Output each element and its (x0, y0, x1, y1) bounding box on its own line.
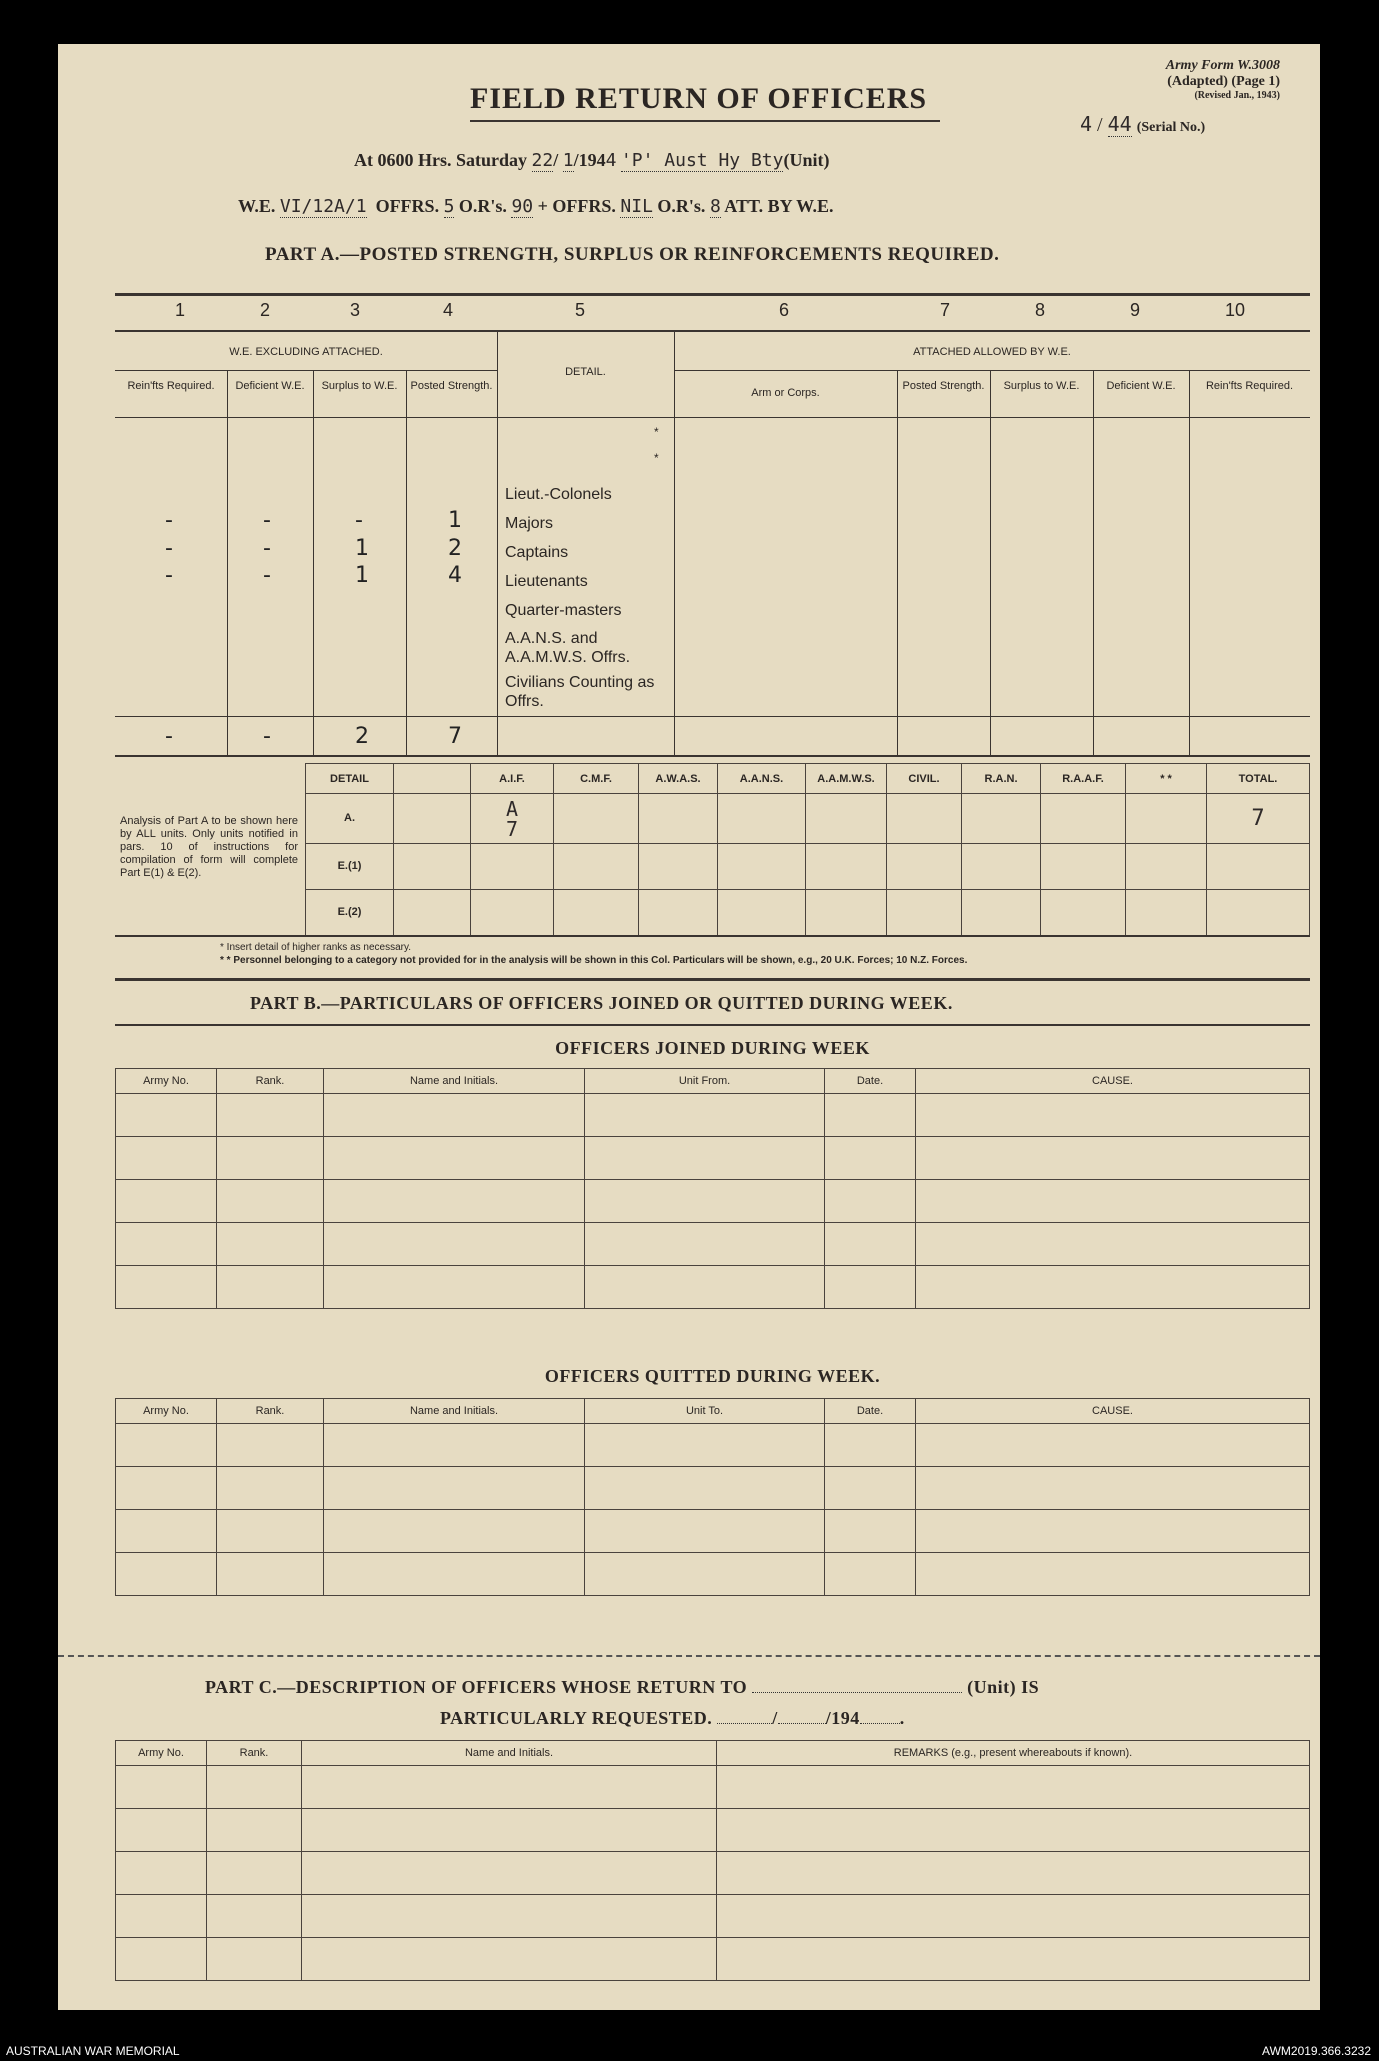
year-tail: /194 (825, 1708, 860, 1728)
offrs2-label: OFFRS. (552, 196, 616, 216)
day-blank[interactable] (717, 1723, 772, 1724)
unit-label: (Unit) (783, 150, 830, 170)
col-num-3: 3 (350, 300, 361, 320)
ors-label: O.R's. (458, 196, 507, 216)
table-row (116, 1510, 1310, 1553)
analysis-header: A.A.N.S. (718, 764, 806, 794)
title-underline (470, 120, 940, 122)
col-header: Army No. (116, 1741, 207, 1766)
col-header: Rank. (217, 1399, 324, 1424)
analysis-header: A.W.A.S. (639, 764, 718, 794)
col-header: CAUSE. (916, 1069, 1310, 1094)
col-header: Unit From. (585, 1069, 825, 1094)
table-row (116, 1266, 1310, 1309)
footnote-2: * * Personnel belonging to a category not provided for in the analysis will be shown in this Col. Particulars will be shown, e.g., 20 U.K. Forces; 10 N.Z. Forces. (220, 955, 968, 966)
serial-a: 4 (1080, 112, 1093, 136)
table-row (116, 1938, 1310, 1981)
footer-left: AUSTRALIAN WAR MEMORIAL (6, 2044, 180, 2058)
offrs-value: 5 (443, 196, 455, 217)
analysis-table (305, 763, 1310, 936)
aif-mark: A (505, 796, 519, 821)
form-adapted: (Adapted) (Page 1) (1167, 74, 1280, 89)
value: - (263, 536, 271, 561)
col-header: Name and Initials. (302, 1741, 717, 1766)
we-label: W.E. (238, 196, 276, 216)
aif-value: 7 (505, 816, 519, 841)
part-c-heading-1 (205, 1677, 1039, 1698)
divider (406, 370, 407, 756)
divider (115, 370, 497, 371)
form-identifier (1070, 58, 1280, 101)
attached-label: ATTACHED ALLOWED BY W.E. (913, 346, 1071, 358)
col-header: Date. (825, 1069, 916, 1094)
col-num-8: 8 (1035, 300, 1046, 320)
serial-b: 44 (1107, 112, 1132, 136)
col-surplus: Surplus to W.E. (321, 380, 398, 392)
offrs2-value: NIL (620, 196, 653, 217)
divider (674, 370, 1310, 371)
analysis-row-label: A. (306, 794, 394, 844)
footnote-1: * Insert detail of higher ranks as necessary. (220, 942, 412, 953)
part-c-heading-end: (Unit) IS (967, 1677, 1040, 1697)
value: - (165, 724, 173, 749)
quitted-heading: OFFICERS QUITTED DURING WEEK. (544, 1366, 881, 1386)
value: - (355, 508, 363, 533)
divider (115, 417, 1310, 418)
col-surplus-att: Surplus to W.E. (1003, 380, 1080, 392)
serial-sep: / (1097, 114, 1103, 136)
value: 1 (355, 563, 369, 588)
detail-label: DETAIL. (565, 366, 606, 378)
date-year-prefix: /194 (573, 150, 606, 170)
total-value: 7 (1207, 794, 1310, 844)
col-header: CAUSE. (916, 1399, 1310, 1424)
analysis-header: TOTAL. (1207, 764, 1310, 794)
col-reinfts-att: Rein'fts Required. (1205, 380, 1294, 392)
plus-sign: + (537, 196, 548, 216)
part-c-heading-2: PARTICULARLY REQUESTED. / /194 . (440, 1708, 905, 1728)
value: - (263, 724, 271, 749)
part-a-top-rule (115, 293, 1310, 296)
value: - (263, 563, 271, 588)
ors2-label: O.R's. (657, 196, 706, 216)
star-mark: * (654, 425, 659, 439)
rank-lieutenant: Lieutenants (505, 573, 588, 590)
col-deficient-att: Deficient W.E. (1106, 380, 1176, 392)
rank-ltcol: Lieut.-Colonels (505, 486, 612, 503)
page-title: FIELD RETURN OF OFFICERS (470, 82, 928, 115)
part-a-rule-2 (115, 330, 1310, 332)
quitted-table (115, 1398, 1310, 1596)
col-header: Name and Initials. (324, 1069, 585, 1094)
date-day: 22 (531, 150, 554, 171)
footer-right: AWM2019.366.3232 (1262, 2044, 1371, 2058)
table-row (116, 1895, 1310, 1938)
joined-table (115, 1068, 1310, 1309)
table-row (116, 1766, 1310, 1809)
value: - (165, 536, 173, 561)
serial-number (1080, 112, 1205, 137)
divider (897, 370, 898, 756)
col-header: REMARKS (e.g., present whereabouts if known). (717, 1741, 1310, 1766)
date-year-digit: 4 (605, 150, 617, 171)
table-row (116, 1809, 1310, 1852)
unit-name: 'P' Aust Hy Bty (620, 150, 784, 171)
col-deficient: Deficient W.E. (235, 380, 305, 392)
col-header: Army No. (116, 1069, 217, 1094)
serial-label: (Serial No.) (1136, 120, 1206, 135)
value: - (165, 563, 173, 588)
analysis-header: A.A.M.W.S. (806, 764, 887, 794)
rank-qm: Quarter-masters (505, 602, 622, 619)
value: 1 (355, 536, 369, 561)
col-num-1: 1 (175, 300, 186, 320)
column-number-row (115, 300, 1310, 330)
rank-civilians: Civilians Counting as Offrs. (505, 674, 655, 710)
value: 4 (448, 563, 462, 588)
analysis-header: * * (1126, 764, 1207, 794)
col-num-10: 10 (1225, 300, 1246, 320)
date-line: At 0600 Hrs. Saturday 22/ 1/1944 'P' Aust Hy Bty(Unit) (354, 150, 830, 171)
year-blank[interactable] (860, 1723, 900, 1724)
rank-captain: Captains (505, 544, 569, 561)
rank-major: Majors (505, 515, 554, 532)
table-row (116, 1424, 1310, 1467)
analysis-header (394, 764, 471, 794)
analysis-row-label: E.(1) (306, 844, 394, 890)
analysis-header: CIVIL. (887, 764, 962, 794)
aif-cell (471, 794, 554, 844)
value: - (165, 508, 173, 533)
value: 1 (448, 508, 462, 533)
col-posted-att: Posted Strength. (902, 380, 985, 392)
we-line (238, 196, 834, 217)
col-num-5: 5 (575, 300, 586, 320)
form-number: Army Form W.3008 (1165, 58, 1280, 73)
month-blank[interactable] (778, 1723, 826, 1724)
col-num-7: 7 (940, 300, 951, 320)
star-mark: * (654, 451, 659, 465)
divider (115, 716, 1310, 717)
divider (227, 370, 228, 756)
col-header: Rank. (207, 1741, 302, 1766)
divider (990, 370, 991, 756)
col-num-4: 4 (443, 300, 454, 320)
divider (115, 978, 1310, 981)
table-row (116, 1094, 1310, 1137)
unit-blank[interactable] (752, 1692, 962, 1693)
part-c-heading-text: PART C.—DESCRIPTION OF OFFICERS WHOSE RETURN TO (205, 1677, 748, 1697)
analysis-header: R.A.N. (962, 764, 1041, 794)
table-row (116, 1553, 1310, 1596)
ors-value: 90 (511, 196, 534, 217)
divider (1189, 370, 1190, 756)
joined-heading: OFFICERS JOINED DURING WEEK (555, 1038, 870, 1058)
form-revised: (Revised Jan., 1943) (1194, 90, 1280, 101)
analysis-header: DETAIL (306, 764, 394, 794)
date-month: 1 (562, 150, 574, 171)
att-label: ATT. BY W.E. (724, 196, 834, 216)
table-row (116, 1467, 1310, 1510)
part-c-table (115, 1740, 1310, 1981)
perforation-line (58, 1655, 1320, 1657)
date-prefix: At 0600 Hrs. Saturday (354, 150, 528, 170)
analysis-header: C.M.F. (554, 764, 639, 794)
divider (1093, 370, 1094, 756)
table-row (116, 1137, 1310, 1180)
part-b-heading: PART B.—PARTICULARS OF OFFICERS JOINED OR QUITTED DURING WEEK. (250, 993, 953, 1013)
analysis-header: R.A.A.F. (1041, 764, 1126, 794)
value: 7 (448, 724, 462, 749)
col-header: Name and Initials. (324, 1399, 585, 1424)
table-row (116, 1223, 1310, 1266)
col-arm-corps: Arm or Corps. (751, 387, 820, 399)
col-num-9: 9 (1130, 300, 1141, 320)
rank-list (505, 480, 675, 711)
value: 2 (448, 536, 462, 561)
col-num-2: 2 (260, 300, 271, 320)
divider (115, 755, 1310, 757)
col-num-6: 6 (779, 300, 790, 320)
table-row (116, 1852, 1310, 1895)
col-header: Army No. (116, 1399, 217, 1424)
part-c-requested: PARTICULARLY REQUESTED. (440, 1708, 713, 1728)
we-value: VI/12A/1 (279, 196, 367, 217)
analysis-note: Analysis of Part A to be shown here by ALL units. Only units notified in pars. 10 of instructions for compilation of form will complete Part E(1) & E(2). (120, 815, 298, 879)
divider (313, 370, 314, 756)
we-excluding-label: W.E. EXCLUDING ATTACHED. (229, 346, 383, 358)
divider (497, 332, 498, 756)
col-header: Rank. (217, 1069, 324, 1094)
value: - (263, 508, 271, 533)
table-row (116, 1180, 1310, 1223)
analysis-row-label: E.(2) (306, 890, 394, 936)
divider (115, 1024, 1310, 1026)
col-reinfts: Rein'fts Required. (127, 380, 215, 392)
ors2-value: 8 (709, 196, 721, 217)
analysis-header: A.I.F. (471, 764, 554, 794)
col-header: Date. (825, 1399, 916, 1424)
part-a-heading: PART A.—POSTED STRENGTH, SURPLUS OR REINFORCEMENTS REQUIRED. (265, 244, 1000, 265)
col-posted: Posted Strength. (410, 380, 493, 392)
offrs-label: OFFRS. (375, 196, 440, 216)
col-header: Unit To. (585, 1399, 825, 1424)
divider (115, 935, 1310, 937)
value: 2 (355, 724, 369, 749)
rank-aans: A.A.N.S. and A.A.M.W.S. Offrs. (505, 630, 631, 666)
